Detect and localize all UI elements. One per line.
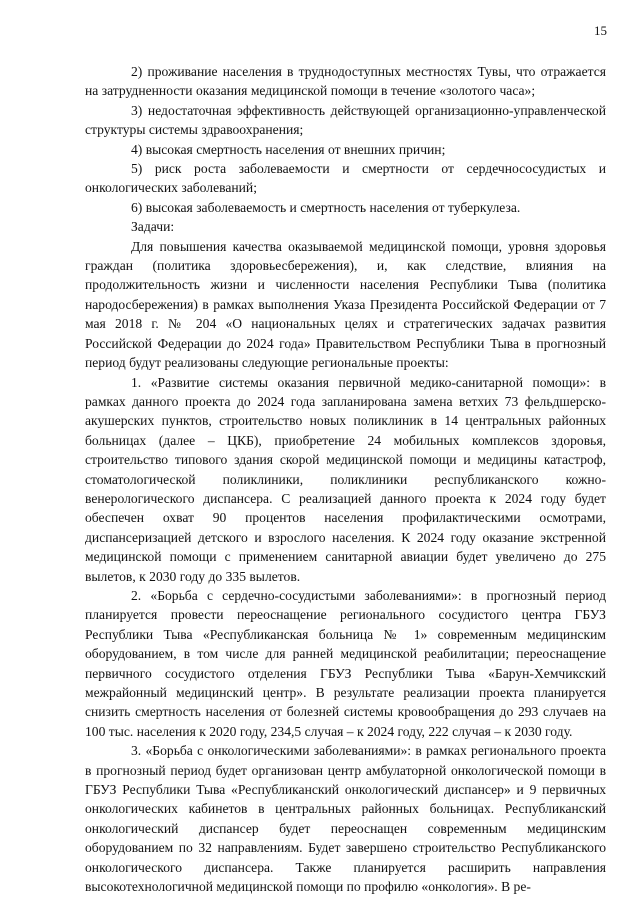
problem-item-2: 2) проживание населения в труднодоступных местностях Тувы, что отражается на затрудненности оказания медицинской помощи в течение «золотого часа»;: [85, 64, 606, 99]
project-primary-care: 1. «Развитие системы оказания первичной медико-санитарной помощи»: в рамках данного проекта до 2024 года запланирована замена ветхих 73 фельдшерско-акушерских пунктов, строительство новых поликлиник в 14 центральных районных больницах (далее – ЦКБ), приобретение 24 мобильных комплексов здоровья, строительство типового здания скорой медицинской помощи и медицины катастроф, стоматологической поликлиники, поликлиники республиканского кожно-венерологического диспансера. С реализацией данного проекта к 2024 году будет обеспечен охват 90 процентов населения профилактическими осмотрами, диспансеризацией детского и взрослого населения. К 2024 году оказание экстренной медицинской помощи с применением санитарной авиации будет увеличено до 275 вылетов, к 2030 году до 335 вылетов.: [85, 374, 606, 584]
problem-item-3: 3) недостаточная эффективность действующей организационно-управленческой структуры системы здравоохранения;: [85, 102, 606, 138]
tasks-intro-paragraph: Для повышения качества оказываемой медицинской помощи, уровня здоровья граждан (политика здоровьесбережения), и, как следствие, влияния на продолжительность жизни и численности населения Республики Тыва (политика народосбережения) в рамках выполнения Указа Президента Российской Федерации от 7 мая 2018 г. № 204 «О национальных целях и стратегических задачах развития Российской Федерации до 2024 года» Правительством Республики Тыва в прогнозный период будут реализованы следующие региональные проекты:: [85, 238, 606, 371]
problem-item-5: 5) риск роста заболеваемости и смертности от сердечнососудистых и онкологических заболеваний;: [85, 161, 606, 196]
problem-item-4: 4) высокая смертность населения от внешних причин;: [131, 141, 446, 157]
page-body: [85, 62, 606, 896]
tasks-heading: Задачи:: [131, 219, 175, 235]
project-cardiovascular: 2. «Борьба с сердечно-сосудистыми заболеваниями»: в прогнозный период планируется провести переоснащение регионального сосудистого центра ГБУЗ Республики Тыва «Республиканская больница № 1» современным медицинским оборудованием, в том числе для ранней медицинской реабилитации; переоснащение первичного сосудистого отделения ГБУЗ Республики Тыва «Барун-Хемчикский межрайонный медицинский центр». В результате реализации проекта планируется снизить смертность населения от болезней системы кровообращения до 293 случаев на 100 тыс. населения к 2020 году, 234,5 случая – к 2024 году, 222 случая – к 2030 году.: [85, 587, 606, 739]
page-number: 15: [594, 23, 607, 38]
project-oncology: 3. «Борьба с онкологическими заболеваниями»: в рамках регионального проекта в прогнозный период будет организован центр амбулаторной онкологической помощи в ГБУЗ Республики Тыва «Республиканский онкологический диспансер» и 9 первичных онкологических кабинетов в центральных районных больницах. Республиканский онкологический диспансер будет переоснащен современным медицинским оборудованием по 32 направлениям. Будет завершено строительство Республиканского онкологического диспансера. Также планируется расширить направления высокотехнологичной медицинской помощи по профилю «онкология». В ре-: [85, 743, 606, 895]
problem-item-6: 6) высокая заболеваемость и смертность населения от туберкулеза.: [131, 199, 521, 215]
